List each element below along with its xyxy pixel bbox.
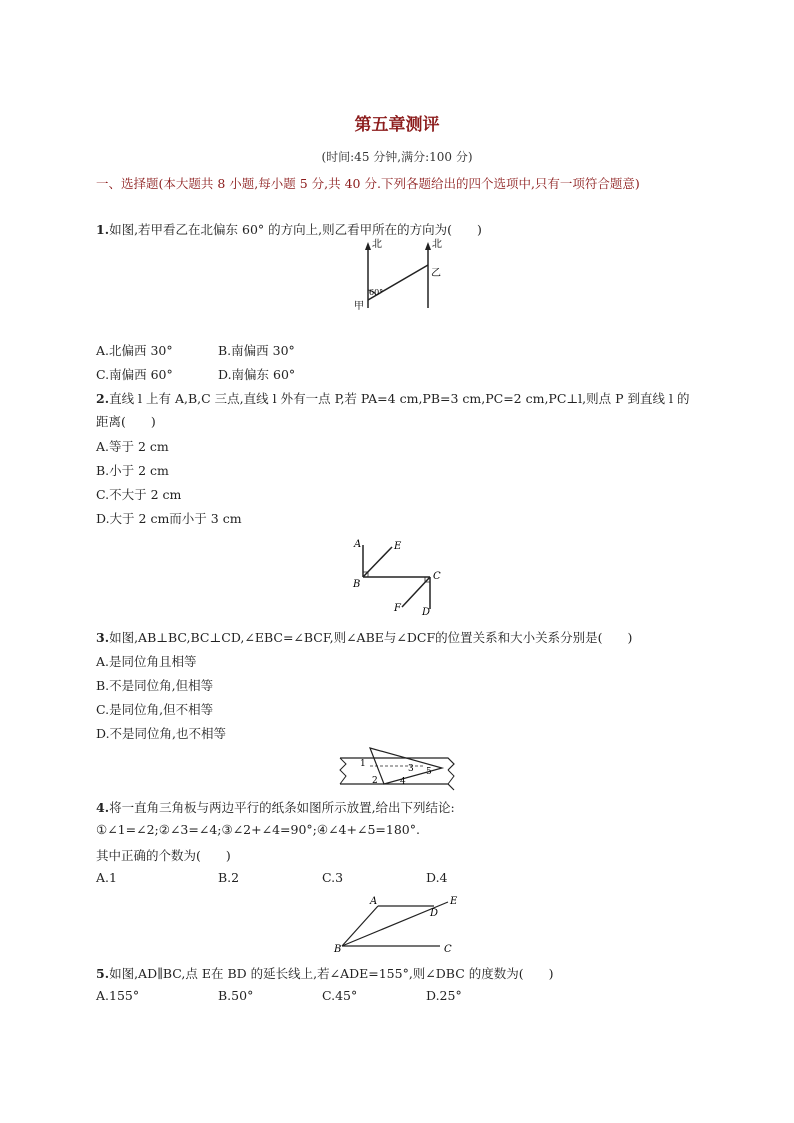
question-5-text: 如图,AD∥BC,点 E在 BD 的延长线上,若∠ADE=155°,则∠DBC 的度数为( ) bbox=[109, 966, 554, 981]
section-heading: 一、选择题(本大题共 8 小题,每小题 5 分,共 40 分.下列各题给出的四个选项中,只有一项符合题意) bbox=[96, 176, 640, 191]
question-5-number: 5. bbox=[96, 966, 110, 981]
label-a: A bbox=[354, 539, 362, 550]
point-yi: 乙 bbox=[431, 268, 441, 279]
angle-5: 5 bbox=[426, 767, 432, 777]
q3-option-b[interactable]: B.不是同位角,但相等 bbox=[96, 678, 214, 693]
label-b: B bbox=[334, 944, 342, 955]
north-label-a: 北 bbox=[372, 239, 382, 250]
q1-option-d[interactable]: D.南偏东 60° bbox=[218, 367, 296, 382]
figure-q4 bbox=[338, 746, 460, 792]
strip-top-edge bbox=[340, 758, 454, 770]
exam-info: (时间:45 分钟,满分:100 分) bbox=[321, 150, 473, 164]
question-1 bbox=[96, 220, 482, 238]
question-3-text: 如图,AB⊥BC,BC⊥CD,∠EBC=∠BCF,则∠ABE与∠DCF的位置关系和大小关系分别是( ) bbox=[109, 630, 633, 645]
q5-option-b[interactable]: B.50° bbox=[218, 988, 254, 1003]
q4-option-b[interactable]: B.2 bbox=[218, 870, 240, 885]
question-2-text: 直线 l 上有 A,B,C 三点,直线 l 外有一点 P,若 PA=4 cm,PB=3 cm,PC=2 cm,PC⊥l,则点 P 到直线 l 的距离( ) bbox=[96, 391, 690, 429]
segment-cf bbox=[402, 577, 430, 607]
line-ba bbox=[342, 906, 378, 946]
q5-option-c[interactable]: C.45° bbox=[322, 988, 358, 1003]
q4-option-a[interactable]: A.1 bbox=[96, 870, 117, 885]
q2-option-d[interactable]: D.大于 2 cm而小于 3 cm bbox=[96, 511, 242, 526]
label-f: F bbox=[394, 603, 401, 614]
question-4-statements: ①∠1=∠2;②∠3=∠4;③∠2+∠4=90°;④∠4+∠5=180°. bbox=[96, 822, 420, 837]
question-2-number: 2. bbox=[96, 391, 110, 406]
strip-right-break bbox=[448, 770, 454, 784]
label-e: E bbox=[394, 541, 402, 552]
page-title: 第五章测评 bbox=[354, 115, 440, 135]
question-4 bbox=[96, 798, 455, 816]
angle-1: 1 bbox=[360, 759, 366, 769]
question-4-number: 4. bbox=[96, 800, 110, 815]
point-jia: 甲 bbox=[354, 301, 364, 312]
question-1-number: 1. bbox=[96, 222, 110, 237]
segment-be bbox=[363, 547, 392, 577]
angle-label: 60° bbox=[369, 288, 384, 297]
angle-2: 2 bbox=[372, 776, 378, 786]
q5-option-d[interactable]: D.25° bbox=[426, 988, 462, 1003]
q4-option-d[interactable]: D.4 bbox=[426, 870, 448, 885]
strip-left-break bbox=[340, 758, 346, 784]
label-b: B bbox=[353, 579, 361, 590]
q5-option-a[interactable]: A.155° bbox=[96, 988, 140, 1003]
question-4-ask: 其中正确的个数为( ) bbox=[96, 848, 231, 863]
q4-option-c[interactable]: C.3 bbox=[322, 870, 344, 885]
strip-bottom-edge bbox=[340, 784, 454, 790]
q2-option-a[interactable]: A.等于 2 cm bbox=[96, 439, 169, 454]
north-arrow-b bbox=[425, 242, 431, 250]
question-4-text: 将一直角三角板与两边平行的纸条如图所示放置,给出下列结论: bbox=[109, 800, 455, 815]
q3-option-d[interactable]: D.不是同位角,也不相等 bbox=[96, 726, 227, 741]
label-c: C bbox=[433, 571, 441, 582]
angle-3: 3 bbox=[408, 764, 414, 774]
question-1-text: 如图,若甲看乙在北偏东 60° 的方向上,则乙看甲所在的方向为( ) bbox=[109, 222, 482, 237]
north-label-b: 北 bbox=[432, 239, 442, 250]
question-2 bbox=[96, 387, 696, 433]
figure-q3 bbox=[348, 535, 448, 619]
question-5 bbox=[96, 964, 554, 982]
angle-4: 4 bbox=[400, 777, 406, 787]
question-3 bbox=[96, 628, 632, 646]
q2-option-b[interactable]: B.小于 2 cm bbox=[96, 463, 169, 478]
q3-option-c[interactable]: C.是同位角,但不相等 bbox=[96, 702, 214, 717]
label-e: E bbox=[450, 896, 458, 907]
label-d: D bbox=[422, 607, 431, 618]
figure-q5 bbox=[330, 892, 464, 958]
q1-option-c[interactable]: C.南偏西 60° bbox=[96, 367, 173, 382]
label-c: C bbox=[444, 944, 452, 955]
label-a: A bbox=[370, 896, 378, 907]
label-d: D bbox=[430, 908, 439, 919]
q2-option-c[interactable]: C.不大于 2 cm bbox=[96, 487, 182, 502]
q1-option-b[interactable]: B.南偏西 30° bbox=[218, 343, 295, 358]
figure-q1-direction bbox=[340, 238, 450, 318]
q1-option-a[interactable]: A.北偏西 30° bbox=[96, 343, 173, 358]
question-3-number: 3. bbox=[96, 630, 110, 645]
north-arrow-a bbox=[365, 242, 371, 250]
q3-option-a[interactable]: A.是同位角且相等 bbox=[96, 654, 197, 669]
